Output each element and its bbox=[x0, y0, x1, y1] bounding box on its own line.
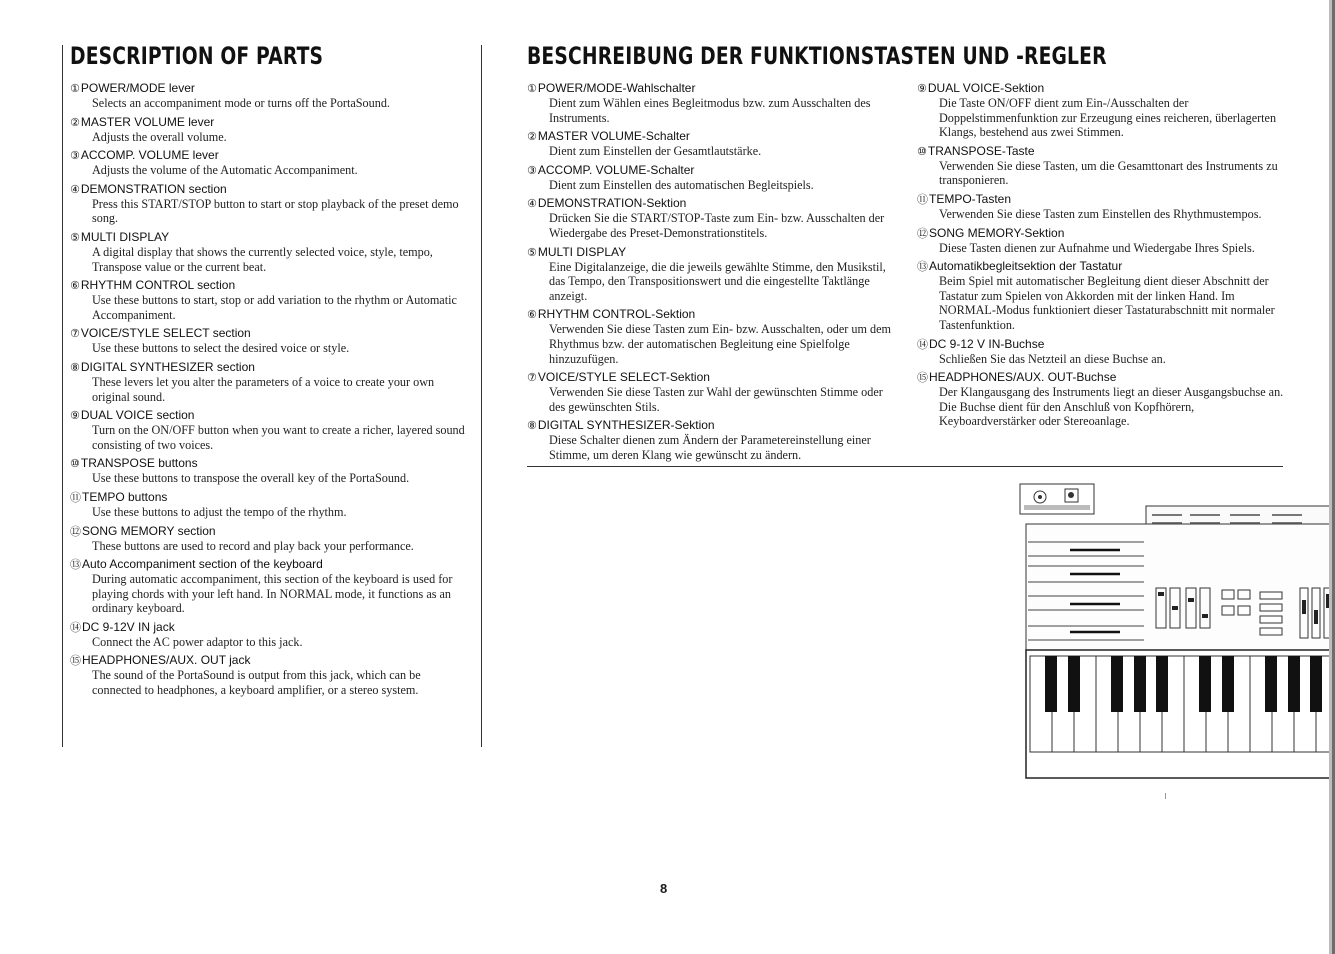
item-number: ⑩ bbox=[70, 457, 80, 471]
english-parts-list bbox=[70, 81, 470, 702]
german-item-description: Schließen Sie das Netzteil an diese Buchse an. bbox=[939, 351, 1166, 366]
german-heading: BESCHREIBUNG DER FUNKTIONSTASTEN UND -REGLER bbox=[527, 42, 1107, 70]
item-number: ⑦ bbox=[70, 327, 80, 341]
english-item-title bbox=[70, 81, 470, 96]
german-item-title bbox=[917, 370, 1287, 385]
german-item bbox=[917, 226, 1287, 256]
english-item-description: Use these buttons to start, stop or add variation to the rhythm or Automatic Accompaniment. bbox=[92, 293, 457, 322]
english-item bbox=[70, 182, 470, 226]
item-number: ⑩ bbox=[917, 144, 927, 158]
scan-edge-shading bbox=[1321, 0, 1335, 954]
item-title-text: MASTER VOLUME lever bbox=[80, 114, 215, 129]
item-title-text: DUAL VOICE-Sektion bbox=[927, 81, 1045, 95]
left-margin-rule bbox=[62, 45, 63, 747]
english-item-title bbox=[70, 620, 470, 635]
english-item bbox=[70, 278, 470, 322]
german-item-description: Verwenden Sie diese Tasten zur Wahl der gewünschten Stimme oder des gewünschten Stils. bbox=[549, 385, 883, 414]
item-title-text: VOICE/STYLE SELECT-Sektion bbox=[537, 370, 710, 385]
german-item-title bbox=[527, 196, 902, 211]
item-title-text: DC 9-12 V IN-Buchse bbox=[929, 336, 1045, 351]
english-item-title bbox=[70, 524, 470, 539]
english-item-description: Connect the AC power adaptor to this jack. bbox=[92, 634, 303, 649]
german-item-title bbox=[917, 81, 1287, 96]
english-item-title bbox=[70, 653, 470, 668]
english-item-description: During automatic accompaniment, this section of the keyboard is used for playing chords with your left hand. In NORMAL mode, it functions as an ordinary keyboard. bbox=[92, 572, 453, 616]
german-item-title bbox=[917, 144, 1287, 159]
english-item-description: Use these buttons to select the desired voice or style. bbox=[92, 341, 350, 356]
german-item bbox=[917, 259, 1287, 332]
item-number: ⑮ bbox=[917, 371, 928, 385]
item-title-text: Auto Accompaniment section of the keyboard bbox=[82, 557, 323, 572]
item-title-text: DEMONSTRATION-Sektion bbox=[537, 196, 687, 211]
english-item-description: Adjusts the volume of the Automatic Accompaniment. bbox=[92, 163, 358, 178]
item-number: ⑨ bbox=[70, 409, 80, 423]
english-item-description: Selects an accompaniment mode or turns off the PortaSound. bbox=[92, 96, 390, 110]
english-item-title bbox=[70, 115, 470, 130]
portasound-keyboard-illustration bbox=[1010, 480, 1335, 780]
german-item-title bbox=[917, 259, 1287, 274]
item-title-text: TRANSPOSE-Taste bbox=[927, 143, 1035, 158]
english-item-title bbox=[70, 182, 470, 197]
item-number: ④ bbox=[70, 182, 80, 196]
german-item bbox=[527, 370, 902, 414]
item-number: ⑧ bbox=[70, 360, 80, 374]
german-item-description: Verwenden Sie diese Tasten zum Einstellen des Rhythmustempos. bbox=[939, 206, 1262, 221]
english-item-title bbox=[70, 326, 470, 341]
german-item-title bbox=[527, 129, 902, 144]
english-item-description: These buttons are used to record and play back your performance. bbox=[92, 538, 414, 553]
english-item-description: Use these buttons to transpose the overall key of the PortaSound. bbox=[92, 471, 410, 486]
german-item-title bbox=[527, 370, 902, 385]
item-title-text: DUAL VOICE section bbox=[80, 408, 195, 423]
english-item bbox=[70, 81, 470, 111]
item-title-text: HEADPHONES/AUX. OUT jack bbox=[82, 653, 251, 668]
english-item bbox=[70, 408, 470, 452]
german-item-description: Diese Schalter dienen zum Ändern der Parametereinstellung einer Stimme, um deren Klang wie gewünscht zu ändern. bbox=[549, 433, 871, 462]
item-title-text: TRANSPOSE buttons bbox=[80, 456, 198, 471]
english-item-title bbox=[70, 456, 470, 471]
german-item-description: Verwenden Sie diese Tasten zum Ein- bzw. Ausschalten, oder um dem Rhythmus bzw. der automatischen Begleitung eine Spielfolge hinzuzufügen. bbox=[549, 322, 891, 366]
item-number: ⑨ bbox=[917, 82, 927, 95]
german-item-description: Verwenden Sie diese Tasten, um die Gesamttonart des Instruments zu transponieren. bbox=[939, 158, 1278, 188]
german-item bbox=[527, 129, 902, 159]
item-title-text: DC 9-12V IN jack bbox=[82, 619, 175, 634]
english-heading: DESCRIPTION OF PARTS bbox=[70, 42, 324, 70]
item-title-text: TEMPO-Tasten bbox=[929, 191, 1012, 206]
german-item-description: Dient zum Einstellen der Gesamtlautstärke. bbox=[549, 144, 762, 159]
english-item-description: These levers let you alter the parameters of a voice to create your own original sound. bbox=[92, 374, 435, 404]
english-item-description: Turn on the ON/OFF button when you want to create a richer, layered sound consisting of two voices. bbox=[92, 423, 465, 452]
item-title-text: SONG MEMORY-Sektion bbox=[929, 225, 1065, 240]
item-number: ② bbox=[527, 130, 537, 144]
german-item-title bbox=[527, 163, 902, 178]
german-item bbox=[917, 81, 1287, 140]
english-item bbox=[70, 557, 470, 616]
english-item bbox=[70, 524, 470, 554]
german-parts-list-1 bbox=[527, 81, 902, 467]
item-number: ⑦ bbox=[527, 371, 537, 385]
german-item-description: Dient zum Einstellen des automatischen Begleitspiels. bbox=[549, 177, 814, 192]
german-item-title bbox=[917, 337, 1287, 352]
english-item-title bbox=[70, 278, 470, 293]
english-item-title bbox=[70, 360, 470, 375]
german-item-description: Dient zum Wählen eines Begleitmodus bzw. zum Ausschalten des Instruments. bbox=[549, 96, 871, 125]
item-number: ⑭ bbox=[70, 620, 81, 634]
item-number: ⑫ bbox=[70, 524, 81, 538]
english-item-title bbox=[70, 148, 470, 163]
english-item bbox=[70, 115, 470, 145]
item-title-text: DEMONSTRATION section bbox=[80, 181, 227, 196]
german-item-title bbox=[917, 192, 1287, 207]
german-item bbox=[527, 81, 902, 125]
german-item bbox=[527, 163, 902, 193]
english-item-description: The sound of the PortaSound is output from this jack, which can be connected to headphones, a keyboard amplifier, or a stereo system. bbox=[92, 668, 421, 698]
item-title-text: POWER/MODE lever bbox=[80, 81, 195, 95]
item-title-text: TEMPO buttons bbox=[82, 489, 168, 504]
item-number: ⑤ bbox=[527, 245, 537, 259]
english-item-title bbox=[70, 490, 470, 505]
english-item bbox=[70, 360, 470, 404]
english-item-title bbox=[70, 230, 470, 245]
english-item bbox=[70, 456, 470, 486]
item-title-text: RHYTHM CONTROL section bbox=[80, 278, 236, 293]
item-number: ⑮ bbox=[70, 654, 81, 668]
item-title-text: RHYTHM CONTROL-Sektion bbox=[537, 307, 696, 322]
item-title-text: SONG MEMORY section bbox=[82, 523, 216, 538]
english-item bbox=[70, 326, 470, 356]
item-number: ⑥ bbox=[527, 308, 537, 322]
english-item bbox=[70, 653, 470, 697]
item-number: ⑤ bbox=[70, 230, 80, 244]
item-title-text: MULTI DISPLAY bbox=[80, 229, 170, 244]
item-number: ⑬ bbox=[917, 260, 928, 274]
column-divider-rule bbox=[481, 45, 482, 747]
item-number: ④ bbox=[527, 197, 537, 211]
item-title-text: Automatikbegleitsektion der Tastatur bbox=[929, 259, 1123, 274]
german-item-description: Drücken Sie die START/STOP-Taste zum Ein- bzw. Ausschalten der Wiedergabe des Preset-Demonstrationstitels. bbox=[549, 211, 885, 240]
german-item bbox=[527, 307, 902, 366]
english-item bbox=[70, 230, 470, 274]
german-item-description: Die Taste ON/OFF dient zum Ein-/Ausschalten der Doppelstimmenfunktion zur Erzeugung eines reicheren, überlagerten Klangs, bestehend aus zwei Stimmen. bbox=[939, 96, 1277, 140]
item-title-text: ACCOMP. VOLUME-Schalter bbox=[537, 162, 695, 177]
item-number: ① bbox=[527, 82, 537, 95]
german-item bbox=[527, 196, 902, 240]
english-item-description: Press this START/STOP button to start or stop playback of the preset demo song. bbox=[92, 196, 459, 226]
english-item-description: Use these buttons to adjust the tempo of the rhythm. bbox=[92, 504, 347, 519]
item-number: ⑧ bbox=[527, 419, 537, 433]
german-item-description: Beim Spiel mit automatischer Begleitung dient dieser Abschnitt der Tastatur zum Spielen von Akkorden mit der linken Hand. Im NORMAL-Modus funktioniert dieser Tastaturabschnitt mit normaler Tastenfunktion. bbox=[939, 274, 1275, 332]
english-item-description: A digital display that shows the currently selected voice, style, tempo, Transpose value or the current beat. bbox=[92, 244, 433, 274]
item-number: ⑪ bbox=[917, 192, 928, 206]
english-item-title bbox=[70, 557, 470, 572]
item-title-text: HEADPHONES/AUX. OUT-Buchse bbox=[929, 370, 1117, 385]
item-title-text: MULTI DISPLAY bbox=[537, 244, 627, 259]
item-title-text: DIGITAL SYNTHESIZER section bbox=[80, 359, 255, 374]
german-item bbox=[917, 144, 1287, 188]
german-item bbox=[917, 370, 1287, 429]
german-item-title bbox=[527, 418, 902, 433]
item-title-text: ACCOMP. VOLUME lever bbox=[80, 148, 219, 163]
german-item-description: Der Klangausgang des Instruments liegt an dieser Ausgangsbuchse an. Die Buchse dient für den Anschluß von Kopfhörern, Keyboardverstärker oder Stereoanlage. bbox=[939, 385, 1284, 429]
fold-mark bbox=[1165, 793, 1166, 799]
english-item-title bbox=[70, 408, 470, 423]
item-title-text: MASTER VOLUME-Schalter bbox=[537, 129, 690, 144]
item-number: ① bbox=[70, 82, 80, 95]
german-item bbox=[527, 418, 902, 462]
item-number: ⑭ bbox=[917, 337, 928, 351]
english-item bbox=[70, 490, 470, 520]
german-item bbox=[917, 192, 1287, 222]
german-item-title bbox=[527, 81, 902, 96]
page-number: 8 bbox=[660, 881, 668, 896]
item-number: ⑪ bbox=[70, 490, 81, 504]
item-number: ③ bbox=[70, 149, 80, 163]
german-parts-list-2 bbox=[917, 81, 1287, 433]
item-title-text: DIGITAL SYNTHESIZER-Sektion bbox=[537, 418, 715, 433]
item-title-text: POWER/MODE-Wahlschalter bbox=[537, 81, 696, 95]
german-item-title bbox=[917, 226, 1287, 241]
german-item-description: Diese Tasten dienen zur Aufnahme und Wiedergabe Ihres Spiels. bbox=[939, 240, 1255, 255]
german-item-title bbox=[527, 245, 902, 260]
german-item bbox=[527, 245, 902, 304]
german-item bbox=[917, 337, 1287, 367]
item-number: ② bbox=[70, 115, 80, 129]
english-item-description: Adjusts the overall volume. bbox=[92, 129, 227, 144]
english-item bbox=[70, 148, 470, 178]
item-number: ⑫ bbox=[917, 226, 928, 240]
item-number: ⑬ bbox=[70, 558, 81, 572]
item-number: ⑥ bbox=[70, 279, 80, 293]
item-number: ③ bbox=[527, 163, 537, 177]
german-item-description: Eine Digitalanzeige, die die jeweils gewählte Stimme, den Musikstil, das Tempo, den Transpositionswert und die eingestellte Taktlänge anzeigt. bbox=[549, 259, 886, 303]
english-item bbox=[70, 620, 470, 650]
german-item-title bbox=[527, 307, 902, 322]
item-title-text: VOICE/STYLE SELECT section bbox=[80, 326, 251, 341]
